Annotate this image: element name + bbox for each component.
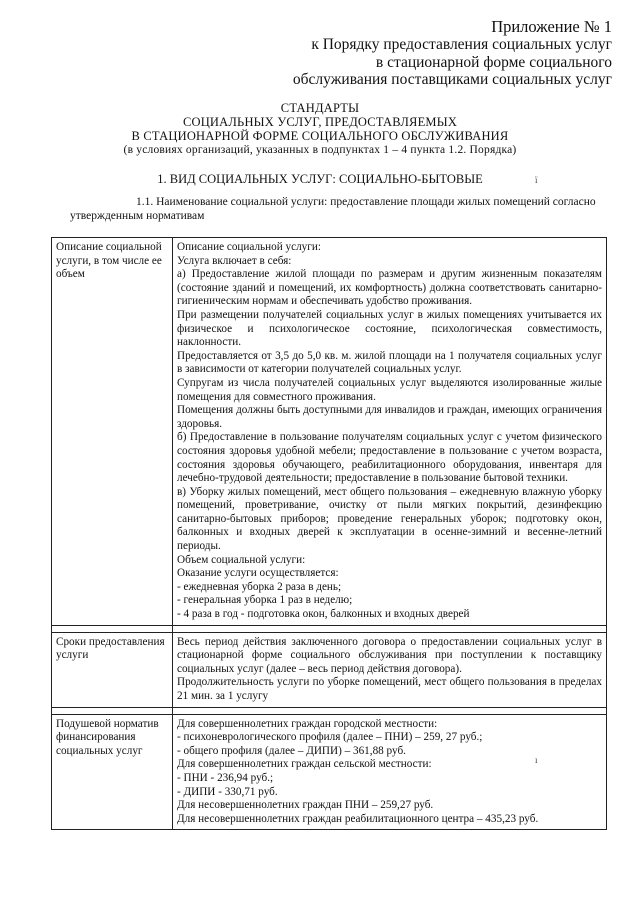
content-paragraph: - общего профиля (далее – ДИПИ) – 361,88 руб.	[177, 744, 406, 757]
spacer-row	[52, 625, 607, 632]
scan-mark: ı	[535, 755, 538, 765]
content-paragraph: Супругам из числа получателей социальных услуг выделяются изолированные жилые помещения для совместного проживания.	[177, 376, 602, 403]
appendix-line: обслуживания поставщиками социальных услуг	[292, 71, 612, 88]
content-paragraph: - генеральная уборка 1 раз в неделю;	[177, 594, 353, 607]
content-paragraph: Описание социальной услуги:	[177, 241, 321, 253]
content-paragraph: Весь период действия заключенного договора о предоставлении социальных услуг в стационарной форме социального обслуживания при поступлении к поставщику социальных услуг (далее – весь период действия договора).	[177, 635, 602, 675]
spacer-cell	[173, 707, 607, 714]
content-paragraph: Предоставляется от 3,5 до 5,0 кв. м. жилой площади на 1 получателя социальных услуг в зависимости от категории получателей социальных услуг.	[177, 349, 602, 376]
scan-mark: ї	[535, 175, 538, 185]
content-paragraph: - ДИПИ - 330,71 руб.	[177, 785, 278, 798]
content-paragraph: Продолжительность услуги по уборке помещений, мест общего пользования в пределах 21 мин. за 1 услугу	[177, 676, 602, 702]
spacer-cell	[52, 707, 173, 714]
heading-line: СТАНДАРТЫ	[280, 101, 360, 115]
appendix-header	[293, 17, 612, 89]
content-paragraph: Услуга включает в себя:	[177, 254, 292, 267]
row-content	[173, 714, 607, 830]
appendix-title: Приложение № 1	[491, 17, 612, 36]
row-label: Описание социальной услуги, в том числе ее объем	[52, 238, 173, 626]
intro-line: 1.1. Наименование социальной услуги: предоставление площади жилых помещений согласно	[136, 196, 596, 208]
intro-line: утвержденным нормативам	[70, 210, 205, 222]
content-paragraph: Объем социальной услуги:	[177, 553, 306, 566]
appendix-line: в стационарной форме социального	[375, 53, 612, 71]
content-paragraph: - психоневрологического профиля (далее – ПНИ) – 259, 27 руб.;	[177, 731, 483, 744]
content-paragraph: - ежедневная уборка 2 раза в день;	[177, 580, 342, 593]
content-paragraph: Оказание услуги осуществляется:	[177, 567, 339, 580]
content-paragraph: При размещении получателей социальных услуг в жилых помещениях учитывается их физическое и психологическое состояние, психологическая совместимость, наклонности.	[177, 308, 602, 349]
appendix-line: к Порядку предоставления социальных услуг	[311, 36, 612, 53]
document-heading	[0, 101, 640, 157]
heading-subtitle: (в условиях организаций, указанных в подпунктах 1 – 4 пункта 1.2. Порядка)	[123, 144, 517, 156]
content-paragraph: - ПНИ - 236,94 руб.;	[177, 771, 274, 784]
table-row	[52, 632, 607, 707]
content-paragraph: Для несовершеннолетних граждан реабилитационного центра – 435,23 руб.	[177, 812, 539, 825]
content-paragraph: Для несовершеннолетних граждан ПНИ – 259,27 руб.	[177, 799, 434, 812]
spacer-row	[52, 707, 607, 714]
standards-table	[51, 237, 607, 830]
heading-line: СОЦИАЛЬНЫХ УСЛУГ, ПРЕДОСТАВЛЯЕМЫХ	[182, 115, 458, 129]
content-paragraph: б) Предоставление в пользование получателям социальных услуг с учетом физического состояния здоровья удобной мебели; предоставление в пользование с учетом возраста, состояния здоровья обучающего, реабилитационного оборудования, инвентаря для лечебно-трудовой деятельности; предоставление в пользование бытовой техники.	[177, 431, 602, 485]
table-row	[52, 714, 607, 830]
content-paragraph: в) Уборку жилых помещений, мест общего пользования – ежедневную влажную уборку помещений, проветривание, очистку от пыли мягких покрытий, дезинфекцию санитарно-бытовых приборов; проведение генеральных уборок; подготовку окон, балконных и входных дверей к эксплуатации в осенне-зимний и весенне-летний периоды.	[177, 485, 602, 553]
spacer-cell	[52, 625, 173, 632]
table-row	[52, 238, 607, 626]
spacer-cell	[173, 625, 607, 632]
row-label: Сроки предоставления услуги	[52, 632, 173, 707]
section-title: 1. ВИД СОЦИАЛЬНЫХ УСЛУГ: СОЦИАЛЬНО-БЫТОВЫЕ	[157, 172, 483, 186]
content-paragraph: Для совершеннолетних граждан городской местности:	[177, 717, 438, 730]
heading-line: В СТАЦИОНАРНОЙ ФОРМЕ СОЦИАЛЬНОГО ОБСЛУЖИВАНИЯ	[131, 129, 509, 143]
row-label: Подушевой норматив финансирования социальных услуг	[52, 714, 173, 830]
content-paragraph: Помещения должны быть доступными для инвалидов и граждан, имеющих ограничения здоровья.	[177, 404, 602, 430]
content-paragraph: а) Предоставление жилой площади по размерам и другим жизненным показателям (состояние зданий и помещений, их комфортность) должна соответствовать санитарно-гигиеническим нормам и обеспечивать удобство проживания.	[177, 268, 602, 308]
content-paragraph: - 4 раза в год - подготовка окон, балконных и входных дверей	[177, 608, 470, 621]
content-paragraph: Для совершеннолетних граждан сельской местности:	[177, 758, 432, 771]
service-name-paragraph	[70, 195, 606, 223]
row-content	[173, 238, 607, 626]
row-content	[173, 632, 607, 707]
